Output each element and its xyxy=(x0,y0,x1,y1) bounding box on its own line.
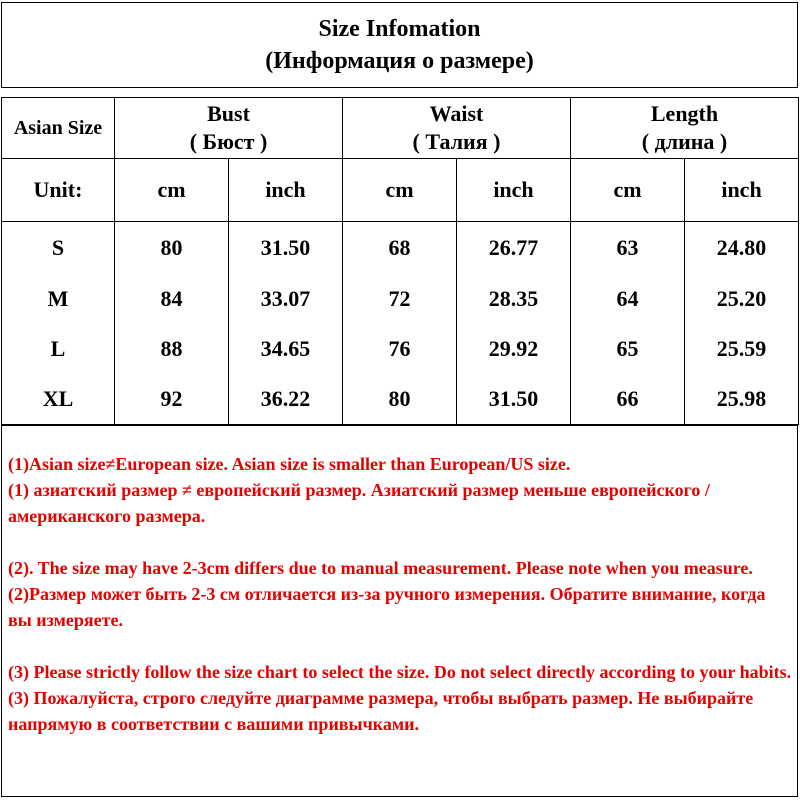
unit-cell: cm xyxy=(571,159,685,222)
value-cell: 31.50 xyxy=(229,222,343,275)
value-cell: 31.50 xyxy=(457,374,571,425)
value-cell: 34.65 xyxy=(229,324,343,374)
unit-row xyxy=(2,159,799,222)
waist-label-ru: ( Талия ) xyxy=(412,129,501,154)
size-cell: L xyxy=(2,324,115,374)
note-1-russian: (1) азиатский размер ≠ европейский размер. Азиатский размер меньше европейского / американского размера. xyxy=(8,480,710,526)
length-label: Length xyxy=(650,101,719,126)
title-russian: (Информация о размере) xyxy=(265,48,534,74)
title-english: Size Infomation xyxy=(318,16,481,42)
value-cell: 26.77 xyxy=(457,222,571,275)
unit-cell: inch xyxy=(457,159,571,222)
unit-cell: inch xyxy=(685,159,799,222)
length-label-ru: ( длина ) xyxy=(641,129,728,154)
value-cell: 66 xyxy=(571,374,685,425)
note-3-russian: (3) Пожалуйста, строго следуйте диаграмме размера, чтобы выбрать размер. Не выбирайте напрямую в соответствии с вашими привычками. xyxy=(8,688,754,734)
note-1-english: (1)Asian size≠European size. Asian size is smaller than European/US size. xyxy=(8,454,571,474)
value-cell: 24.80 xyxy=(685,222,799,275)
value-cell: 64 xyxy=(571,274,685,324)
length-header xyxy=(571,98,799,159)
table-row xyxy=(2,222,799,275)
bust-header xyxy=(115,98,343,159)
bust-label: Bust xyxy=(207,101,250,126)
note-2-english: (2). The size may have 2-3cm differs due to manual measurement. Please note when you measure. xyxy=(8,558,753,578)
value-cell: 33.07 xyxy=(229,274,343,324)
unit-cell: inch xyxy=(229,159,343,222)
value-cell: 76 xyxy=(343,324,457,374)
waist-header xyxy=(343,98,571,159)
asian-size-header: Asian Size xyxy=(2,98,115,159)
size-cell: S xyxy=(2,222,115,275)
value-cell: 68 xyxy=(343,222,457,275)
value-cell: 25.59 xyxy=(685,324,799,374)
value-cell: 72 xyxy=(343,274,457,324)
title-box xyxy=(1,2,798,88)
table-row xyxy=(2,374,799,425)
value-cell: 25.98 xyxy=(685,374,799,425)
unit-label: Unit: xyxy=(2,159,115,222)
value-cell: 36.22 xyxy=(229,374,343,425)
bust-label-ru: ( Бюст ) xyxy=(189,129,268,154)
unit-cell: cm xyxy=(343,159,457,222)
notes-box xyxy=(1,425,798,797)
note-3-english: (3) Please strictly follow the size chart to select the size. Do not select directly according to your habits. xyxy=(8,662,792,682)
value-cell: 88 xyxy=(115,324,229,374)
value-cell: 80 xyxy=(343,374,457,425)
value-cell: 25.20 xyxy=(685,274,799,324)
size-table xyxy=(1,97,799,425)
value-cell: 28.35 xyxy=(457,274,571,324)
size-cell: XL xyxy=(2,374,115,425)
waist-label: Waist xyxy=(429,101,484,126)
value-cell: 92 xyxy=(115,374,229,425)
value-cell: 80 xyxy=(115,222,229,275)
value-cell: 84 xyxy=(115,274,229,324)
value-cell: 29.92 xyxy=(457,324,571,374)
value-cell: 63 xyxy=(571,222,685,275)
note-2-russian: (2)Размер может быть 2-3 см отличается из-за ручного измерения. Обратите внимание, когда вы измеряете. xyxy=(8,584,766,630)
size-cell: M xyxy=(2,274,115,324)
table-row xyxy=(2,274,799,324)
unit-cell: cm xyxy=(115,159,229,222)
table-row xyxy=(2,324,799,374)
header-row xyxy=(2,98,799,159)
value-cell: 65 xyxy=(571,324,685,374)
